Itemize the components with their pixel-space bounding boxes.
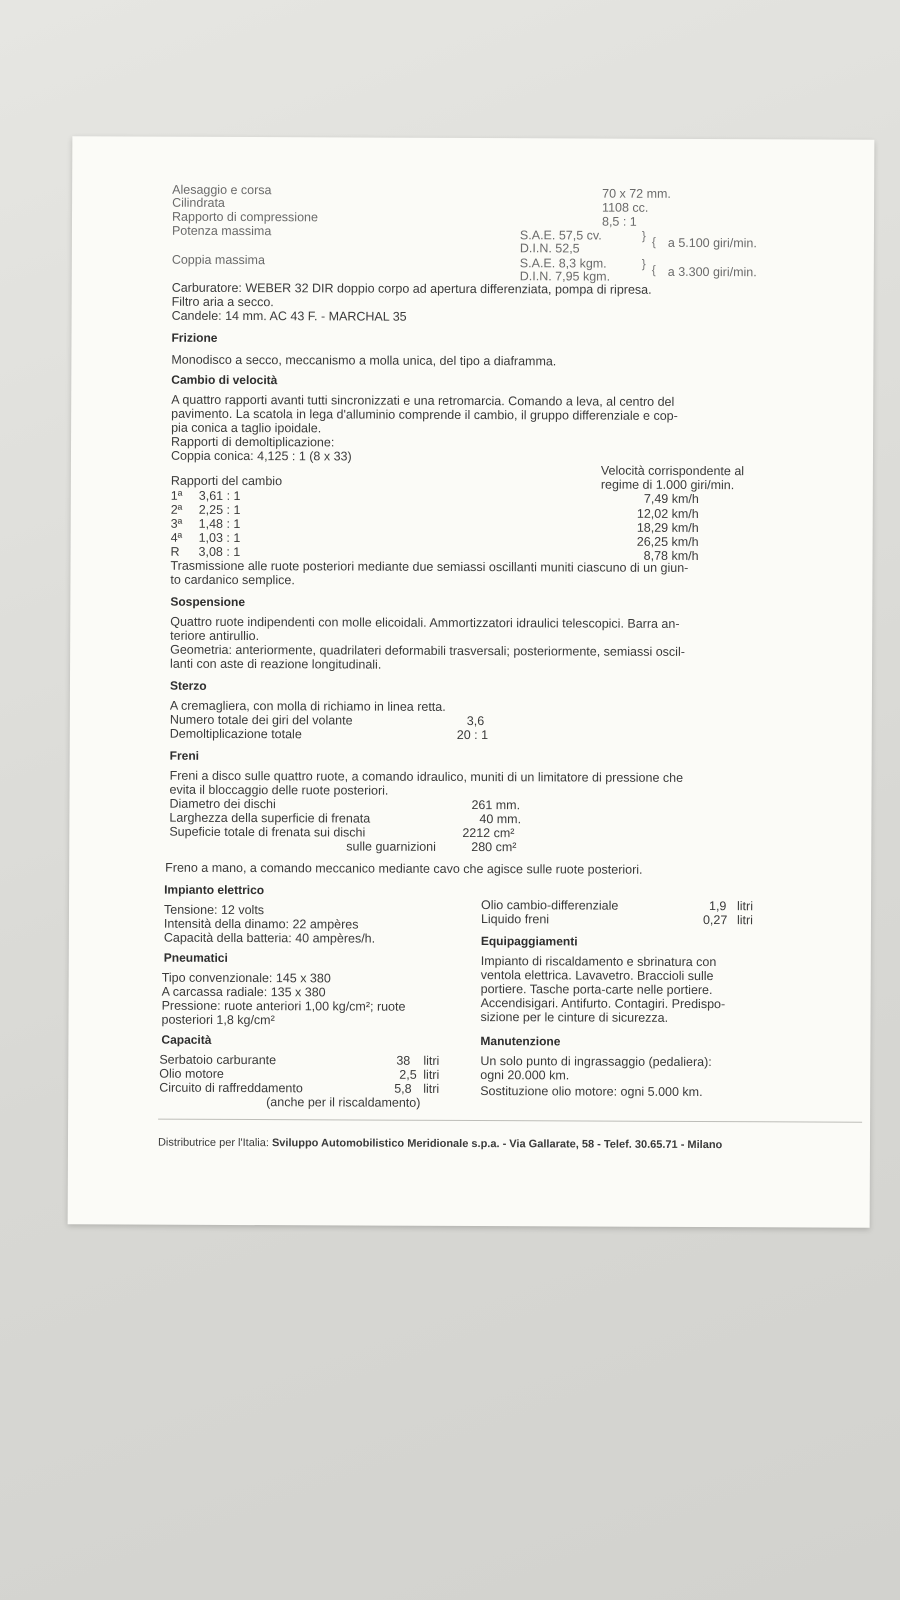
torque-sae: S.A.E. 8,3 kgm. [519,256,607,271]
brake-fluid-value: 0,27 [702,913,728,928]
braking-area-label: Supeficie totale di frenata sui dischi [169,824,366,840]
gear-speed: 7,49 km/h [643,491,699,506]
electrical-line3: Capacità della batteria: 40 ampères/h. [163,930,376,946]
braking-area-value: 2212 cm² [462,825,515,841]
air-filter-line: Filtro aria a secco. [171,294,274,310]
gearbox-line3: pia conica a taglio ipoidale. [171,420,322,436]
power-brace: } [641,228,646,243]
equipment-line5: sizione per le cinture di sicurezza. [480,1010,669,1025]
cooling-label: Circuito di raffreddamento [159,1080,303,1096]
tyres-line4: posteriori 1,8 kg/cm² [161,1012,275,1028]
braking-width-value: 40 mm. [479,812,522,827]
gear-label: 4ª [170,530,183,545]
tank-unit: litri [423,1053,440,1068]
equipment-line2: ventola elettrica. Lavavetro. Braccioli sulle [480,968,714,984]
gear-label: 3ª [170,516,183,531]
footer-rule [158,1119,862,1123]
cooling-unit: litri [423,1081,440,1096]
disc-diameter-value: 261 mm. [471,798,521,813]
footer-prefix: Distributrice per l'Italia: [157,1136,269,1150]
steering-ratio-label: Demoltiplicazione totale [169,726,302,742]
power-label: Potenza massima [171,223,272,239]
brakes-line1: Freni a disco sulle quattro ruote, a comando idraulico, muniti di un limitatore di pressione che [169,768,684,785]
capacity-title: Capacità [161,1032,212,1047]
displacement-value: 1108 cc. [602,200,649,215]
gear-oil-unit: litri [736,899,754,914]
torque-label: Coppia massima [171,252,265,268]
torque-din: D.I.N. 7,95 kgm. [519,269,611,284]
torque-rpm: a 3.300 giri/min. [667,264,757,280]
spark-plug-line: Candele: 14 mm. AC 43 F. - MARCHAL 35 [171,308,407,324]
torque-brace-open: { [651,262,656,277]
gear-ratio: 1,03 : 1 [198,530,241,545]
equipment-line1: Impianto di riscaldamento e sbrinatura con [480,954,717,970]
clutch-title: Frizione [171,330,218,345]
oil-unit: litri [423,1067,440,1082]
torque-brace: } [641,256,646,271]
tyres-line1: Tipo convenzionale: 145 x 380 [161,970,331,986]
steering-line1: A cremagliera, con molla di richiamo in linea retta. [169,698,446,714]
tyres-title: Pneumatici [163,950,228,965]
gear-speed: 12,02 km/h [636,506,699,521]
gearbox-line5: Coppia conica: 4,125 : 1 (8 x 33) [170,448,352,464]
gearbox-line4: Rapporti di demoltiplicazione: [171,434,335,450]
suspension-line1: Quattro ruote indipendenti con molle elicoidali. Ammortizzatori idraulici telescopici. Barra an- [170,614,680,631]
power-brace-open: { [651,234,656,249]
tank-value: 38 [396,1053,411,1068]
suspension-line2: teriore antirullio. [170,628,260,644]
maintenance-line1: Un solo punto di ingrassaggio (pedaliera): [480,1054,712,1070]
cooling-value: 5,8 [394,1081,412,1096]
transmission-line1: Trasmissione alle ruote posteriori mediante due semiassi oscillanti muniti ciascuno di un giun- [170,558,689,575]
gear-speed: 8,78 km/h [643,548,699,563]
speed-header-2: regime di 1.000 giri/min. [600,477,735,493]
footer-address: - Via Gallarate, 58 - Telef. 30.65.71 - Milano [502,1138,723,1152]
suspension-line3: Geometria: anteriormente, quadrilateri deformabili trasversali; posteriormente, semiassi oscil- [170,642,685,659]
steering-ratio-value: 20 : 1 [456,727,489,743]
displacement-label: Cilindrata [172,195,225,210]
footer-distributor [158,1137,722,1151]
bore-stroke-value: 70 x 72 mm. [602,186,671,201]
gear-ratio: 3,08 : 1 [198,544,241,559]
oil-value: 2,5 [399,1067,417,1082]
compression-label: Rapporto di compressione [171,209,318,225]
steering-turns-value: 3,6 [466,713,485,729]
steering-turns-label: Numero totale dei giri del volante [169,712,353,728]
pad-area-value: 280 cm² [471,840,517,855]
electrical-line2: Intensità della dinamo: 22 ampères [163,916,359,932]
cooling-note: (anche per il riscaldamento) [266,1095,421,1110]
maintenance-title: Manutenzione [480,1034,561,1049]
handbrake-line: Freno a mano, a comando meccanico mediante cavo che agisce sulle ruote posteriori. [165,860,643,877]
spec-sheet [68,136,875,1227]
braking-width-label: Larghezza della superficie di frenata [169,810,371,826]
suspension-line4: lanti con aste di reazione longitudinali. [170,656,382,672]
carburetor-line: Carburatore: WEBER 32 DIR doppio corpo ad apertura differenziata, pompa di ripresa. [171,280,652,297]
steering-title: Sterzo [169,678,207,693]
suspension-title: Sospensione [170,594,246,610]
speed-header-1: Velocità corrispondente al [600,463,745,479]
gearbox-title: Cambio di velocità [171,372,278,388]
power-rpm: a 5.100 giri/min. [667,235,757,251]
tyres-line2: A carcassa radiale: 135 x 380 [161,984,326,1000]
equipment-line3: portiere. Tasche porta-carte nelle portiere. [480,982,713,998]
transmission-line2: to cardanico semplice. [170,572,295,588]
brake-fluid-unit: litri [736,913,753,928]
tank-label: Serbatoio carburante [159,1052,277,1068]
gear-oil-value: 1,9 [708,899,727,914]
compression-value: 8,5 : 1 [601,214,637,229]
equipment-title: Equipaggiamenti [480,934,578,949]
bore-stroke-label: Alesaggio e corsa [172,182,272,198]
gear-speed: 26,25 km/h [636,534,699,549]
gear-ratio: 3,61 : 1 [198,488,241,503]
oil-label: Olio motore [159,1066,224,1081]
gearbox-line2: pavimento. La scatola in lega d'alluminio comprende il cambio, il gruppo differenziale e cop- [171,406,678,423]
electrical-line1: Tensione: 12 volts [163,902,265,918]
gear-label: 1ª [170,488,183,503]
ratios-header: Rapporti del cambio [170,473,283,489]
gear-ratio: 2,25 : 1 [198,502,241,517]
electrical-title: Impianto elettrico [164,882,265,898]
brake-fluid-label: Liquido freni [480,912,550,927]
maintenance-line3: Sostituzione olio motore: ogni 5.000 km. [480,1084,703,1100]
brakes-line2: evita il bloccaggio delle ruote posteriori. [169,782,389,798]
pad-area-label: sulle guarnizioni [346,839,436,854]
gear-speed: 18,29 km/h [636,520,699,535]
maintenance-line2: ogni 20.000 km. [480,1068,570,1083]
clutch-text: Monodisco a secco, meccanismo a molla unica, del tipo a diaframma. [171,352,557,369]
gearbox-line1: A quattro rapporti avanti tutti sincronizzati e una retromarcia. Comando a leva, al centro del [171,392,675,409]
footer-company: Sviluppo Automobilistico Meridionale s.p.a. [271,1137,500,1151]
power-sae: S.A.E. 57,5 cv. [519,228,602,243]
gear-label: R [170,544,180,559]
disc-diameter-label: Diametro dei dischi [169,796,276,812]
gear-label: 2ª [170,502,183,517]
gear-oil-label: Olio cambio-differenziale [480,898,619,913]
equipment-line4: Accendisigari. Antifurto. Contagiri. Predispo- [480,996,726,1012]
tyres-line3: Pressione: ruote anteriori 1,00 kg/cm²; ruote [161,998,406,1014]
gear-ratio: 1,48 : 1 [198,516,241,531]
power-din: D.I.N. 52,5 [519,241,580,256]
brakes-title: Freni [169,748,200,763]
